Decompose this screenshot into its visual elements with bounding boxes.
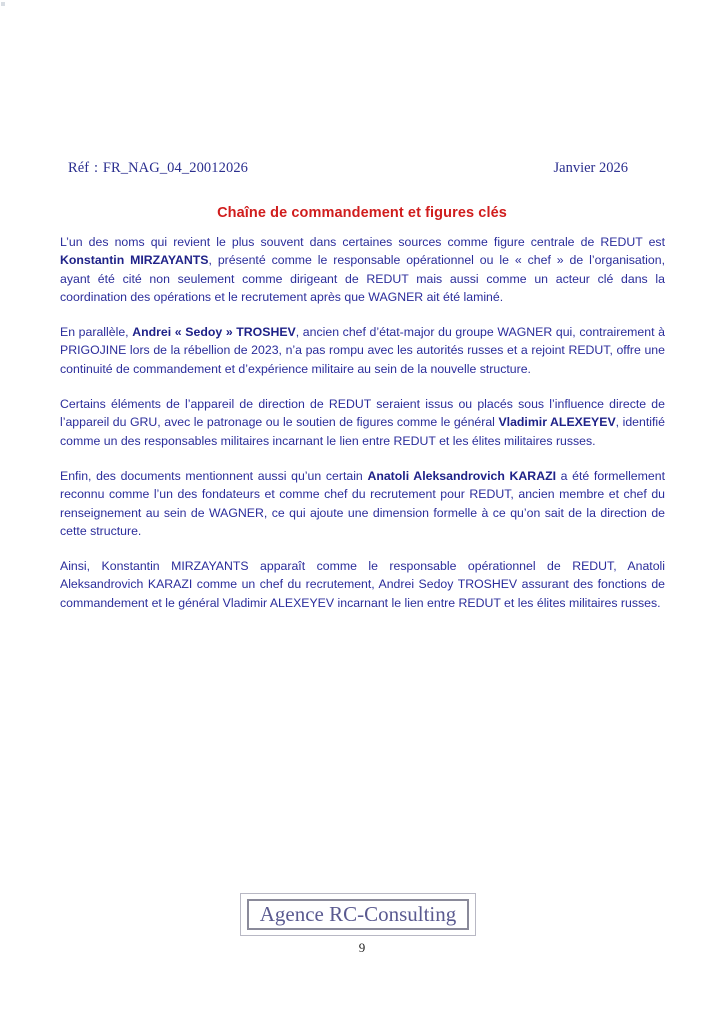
paragraph-text: Enfin, des documents mentionnent aussi qu’un certain [60, 468, 368, 483]
document-date: Janvier 2026 [553, 160, 628, 176]
person-name: Vladimir ALEXEYEV [498, 415, 616, 430]
agency-logo-frame [247, 899, 469, 930]
paragraph [60, 557, 665, 612]
paragraph-text: Certains éléments de l’appareil de direction de REDUT seraient issus ou placés sous l’influence directe de l’appareil du GRU, avec le patronage ou le soutien de figures comme le général [60, 397, 665, 430]
paragraph-text: , identifié comme un des responsables militaires incarnant le lien entre REDUT et les élites militaires russes. [60, 415, 665, 448]
person-name: Andrei « Sedoy » TROSHEV [132, 325, 296, 340]
paragraph-text: En parallèle, [60, 325, 133, 340]
person-name: Konstantin MIRZAYANTS [60, 253, 209, 268]
document-body [60, 233, 665, 629]
page-number: 9 [358, 940, 366, 955]
paragraph-text: Ainsi, Konstantin MIRZAYANTS apparaît comme le responsable opérationnel de REDUT, Anatoli Aleksandrovich KARAZI comme un chef du recrutement, Andrei Sedoy TROSHEV assurant des fonctions de commandement et le général Vladimir ALEXEYEV incarnant le lien entre REDUT et les élites militaires russes. [60, 559, 665, 610]
paragraph-text: L’un des noms qui revient le plus souvent dans certaines sources comme figure centrale de REDUT est [60, 235, 665, 249]
section-title: Chaîne de commandement et figures clés [217, 205, 507, 221]
paragraph [60, 323, 665, 378]
person-name: Anatoli Aleksandrovich KARAZI [367, 468, 556, 483]
paragraph [60, 395, 665, 450]
agency-logo-text: Agence RC-Consulting [259, 902, 457, 926]
paragraph [60, 233, 665, 306]
paragraph-text: a été formellement reconnu comme l’un des fondateurs et comme chef du recrutement pour REDUT, ancien membre et chef du renseignement au sein de WAGNER, ce qui ajoute une dimension formelle à ce qu’on sait de la direction de cette structure. [60, 468, 665, 538]
paragraph-text: , ancien chef d’état-major du groupe WAGNER qui, contrairement à PRIGOJINE lors de la rébellion de 2023, n’a pas rompu avec les autorités russes et a rejoint REDUT, offre une continuité de commandement et d’expérience militaire au sein de la nouvelle structure. [60, 325, 665, 376]
reference-number: Réf : FR_NAG_04_20012026 [68, 160, 249, 176]
page-header [68, 160, 628, 180]
agency-logo [240, 893, 476, 936]
corner-mark [1, 2, 5, 6]
paragraph [60, 467, 665, 540]
paragraph-text: , présenté comme le responsable opérationnel ou le « chef » de l’organisation, ayant été cité non seulement comme dirigeant de REDUT mais aussi comme un acteur clé dans la coordination des opérations et le recrutement après que WAGNER ait été laminé. [60, 253, 666, 304]
